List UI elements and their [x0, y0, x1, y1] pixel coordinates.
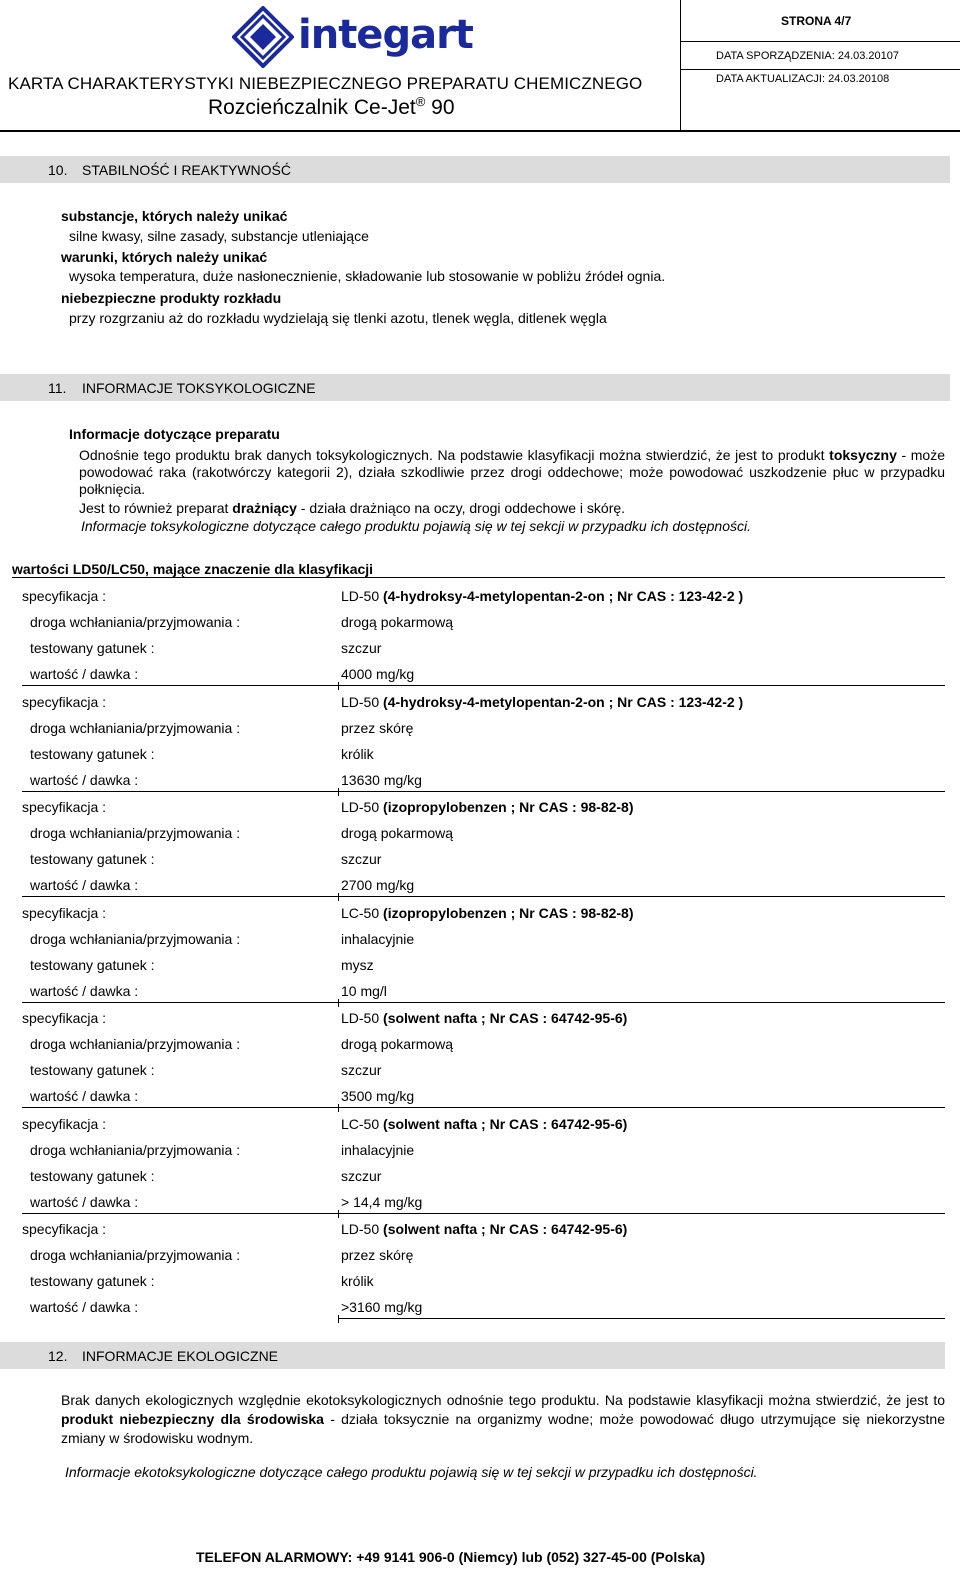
s10-heading-1: substancje, których należy unikać [61, 208, 288, 224]
spec-value [341, 1221, 627, 1237]
species-value: szczur [341, 1168, 382, 1184]
header-left-panel [0, 0, 680, 130]
tox-type: LC-50 [341, 905, 380, 921]
logo-text: integart [298, 12, 473, 58]
dose-label: wartość / dawka : [30, 1299, 139, 1315]
section-10-header [0, 156, 950, 183]
dose-value: >3160 mg/kg [341, 1299, 423, 1315]
date-updated: DATA AKTUALIZACJI: 24.03.20108 [716, 73, 890, 85]
spec-label: specyfikacja : [22, 905, 107, 921]
s10-value-1: silne kwasy, silne zasady, substancje utleniające [69, 228, 369, 244]
date-prepared: DATA SPORZĄDZENIA: 24.03.20107 [716, 50, 900, 62]
section-title: INFORMACJE TOKSYKOLOGICZNE [82, 380, 316, 396]
s11-paragraph-3: Informacje toksykologiczne dotyczące całego produktu pojawią się w tej sekcji w przypadku ich dostępności. [81, 518, 752, 534]
card-title: KARTA CHARAKTERYSTYKI NIEBEZPIECZNEGO PREPARATU CHEMICZNEGO [8, 74, 643, 93]
tox-entry [0, 1112, 960, 1217]
tox-entry [0, 584, 960, 689]
row-separator [22, 1213, 945, 1214]
section-12-header [0, 1342, 945, 1369]
product-name [208, 96, 455, 120]
s10-heading-2: warunki, których należy unikać [61, 249, 268, 265]
route-value: przez skórę [341, 1247, 414, 1263]
text-run: Jest to również preparat [79, 500, 233, 516]
route-value: inhalacyjnie [341, 1142, 415, 1158]
row-separator [22, 1107, 945, 1108]
species-value: mysz [341, 957, 374, 973]
dose-label: wartość / dawka : [30, 666, 139, 682]
tox-type: LD-50 [341, 694, 380, 710]
tox-type: LC-50 [341, 1116, 380, 1132]
dose-label: wartość / dawka : [30, 983, 139, 999]
spec-value [341, 905, 634, 921]
date-prepared-cell [681, 42, 960, 70]
tox-substance: (solwent nafta ; Nr CAS : 64742-95-6) [383, 1116, 628, 1132]
dose-value: > 14,4 mg/kg [341, 1194, 423, 1210]
alarm-phone: TELEFON ALARMOWY: +49 9141 906-0 (Niemcy) lub (052) 327-45-00 (Polska) [196, 1549, 706, 1565]
section-number: 11. [48, 380, 67, 396]
tox-type: LD-50 [341, 799, 380, 815]
column-rule [338, 1315, 339, 1323]
species-label: testowany gatunek : [30, 640, 155, 656]
s10-value-2: wysoka temperatura, duże nasłonecznienie, składowanie lub stosowanie w pobliżu źródeł ognia. [69, 268, 666, 284]
spec-label: specyfikacja : [22, 1010, 107, 1026]
text-run: Brak danych ekologicznych względnie ekotoksykologicznych odnośnie tego produktu. Na podstawie klasyfikacji można stwierdzić, że jest to [61, 1392, 945, 1408]
tox-substance: (4-hydroksy-4-metylopentan-2-on ; Nr CAS : 123-42-2 ) [383, 588, 744, 604]
species-value: szczur [341, 1062, 382, 1078]
species-label: testowany gatunek : [30, 1168, 155, 1184]
route-label: droga wchłaniania/przyjmowania : [30, 825, 241, 841]
text-run: - może powodować raka (rakotwórczy kategorii 2), działa szkodliwie przez drogi oddechowe; może powodować uszkodzenie płuc w przypadku połknięcia. [79, 447, 945, 497]
s11-subheading: Informacje dotyczące preparatu [69, 426, 280, 442]
species-label: testowany gatunek : [30, 1273, 155, 1289]
tox-entry [0, 795, 960, 900]
tox-substance: (solwent nafta ; Nr CAS : 64742-95-6) [383, 1010, 628, 1026]
spec-value [341, 588, 743, 604]
header-right-panel [680, 0, 960, 130]
product-name-text: Rozcieńczalnik Ce-Jet [208, 96, 416, 119]
spec-value [341, 1010, 627, 1026]
route-label: droga wchłaniania/przyjmowania : [30, 720, 241, 736]
column-rule [338, 1104, 339, 1112]
page-number-cell [681, 0, 960, 42]
tox-type: LD-50 [341, 588, 380, 604]
spec-label: specyfikacja : [22, 1116, 107, 1132]
species-value: szczur [341, 851, 382, 867]
section-number: 10. [48, 162, 68, 178]
logo-diamond-icon [232, 6, 294, 68]
dose-label: wartość / dawka : [30, 877, 139, 893]
text-run: Odnośnie tego produktu brak danych toksykologicznych. Na podstawie klasyfikacji można stwierdzić, że jest to produkt [79, 447, 830, 463]
dose-value: 4000 mg/kg [341, 666, 415, 682]
route-value: inhalacyjnie [341, 931, 415, 947]
section-number: 12. [48, 1348, 68, 1364]
date-updated-cell [681, 70, 960, 92]
tox-substance: (izopropylobenzen ; Nr CAS : 98-82-8) [383, 799, 634, 815]
section-title: INFORMACJE EKOLOGICZNE [82, 1348, 279, 1364]
route-label: droga wchłaniania/przyjmowania : [30, 1142, 241, 1158]
s12-paragraph-1 [61, 1391, 945, 1448]
route-value: przez skórę [341, 720, 414, 736]
s11-paragraph-1 [79, 447, 945, 498]
dose-value: 3500 mg/kg [341, 1088, 415, 1104]
species-label: testowany gatunek : [30, 1062, 155, 1078]
route-value: drogą pokarmową [341, 825, 454, 841]
route-label: droga wchłaniania/przyjmowania : [30, 614, 241, 630]
text-run: - działa toksycznie na organizmy wodne; może powodować długo utrzymujące się niekorzystne zmiany w środowisku wodnym. [61, 1411, 945, 1446]
spec-value [341, 799, 634, 815]
page-number: STRONA 4/7 [781, 14, 852, 28]
table-top-rule [410, 577, 945, 578]
text-run-bold: drażniący [232, 500, 297, 516]
tox-values-title: wartości LD50/LC50, mające znaczenie dla klasyfikacji [12, 561, 374, 577]
spec-label: specyfikacja : [22, 1221, 107, 1237]
s11-paragraph-2 [79, 500, 945, 517]
tox-substance: (izopropylobenzen ; Nr CAS : 98-82-8) [383, 905, 634, 921]
dose-value: 10 mg/l [341, 983, 387, 999]
spec-value [341, 694, 743, 710]
s12-paragraph-2: Informacje ekotoksykologiczne dotyczące całego produktu pojawią się w tej sekcji w przypadku ich dostępności. [65, 1464, 758, 1480]
tox-entry [0, 901, 960, 1006]
row-separator [22, 791, 945, 792]
route-label: droga wchłaniania/przyjmowania : [30, 1247, 241, 1263]
registered-mark: ® [415, 94, 426, 109]
species-value: szczur [341, 640, 382, 656]
tox-entry [0, 690, 960, 795]
dose-label: wartość / dawka : [30, 1194, 139, 1210]
species-value: królik [341, 1273, 374, 1289]
dose-value: 2700 mg/kg [341, 877, 415, 893]
spec-label: specyfikacja : [22, 588, 107, 604]
dose-value: 13630 mg/kg [341, 772, 422, 788]
text-run-bold: produkt niebezpieczny dla środowiska [61, 1411, 324, 1427]
text-run-bold: toksyczny [829, 447, 897, 463]
section-11-header [0, 374, 950, 401]
tox-substance: (solwent nafta ; Nr CAS : 64742-95-6) [383, 1221, 628, 1237]
species-label: testowany gatunek : [30, 746, 155, 762]
row-separator [22, 1002, 945, 1003]
tox-substance: (4-hydroksy-4-metylopentan-2-on ; Nr CAS : 123-42-2 ) [383, 694, 744, 710]
column-rule [338, 893, 339, 901]
column-rule [338, 682, 339, 690]
text-run: - działa drażniąco na oczy, drogi oddechowe i skórę. [296, 500, 626, 516]
s10-value-3: przy rozgrzaniu aż do rozkładu wydzielają się tlenki azotu, tlenek węgla, ditlenek węgla [69, 310, 607, 326]
route-label: droga wchłaniania/przyjmowania : [30, 931, 241, 947]
row-separator [22, 896, 945, 897]
dose-label: wartość / dawka : [30, 1088, 139, 1104]
tox-type: LD-50 [341, 1221, 380, 1237]
s10-heading-3: niebezpieczne produkty rozkładu [61, 290, 282, 306]
tox-entry [0, 1006, 960, 1111]
product-number: 90 [425, 96, 455, 119]
tox-type: LD-50 [341, 1010, 380, 1026]
company-logo [232, 6, 472, 68]
tox-entry [0, 1217, 960, 1322]
row-separator [338, 1318, 945, 1319]
route-value: drogą pokarmową [341, 1036, 454, 1052]
row-separator [22, 685, 945, 686]
spec-value [341, 1116, 627, 1132]
document-header [0, 0, 960, 132]
species-value: królik [341, 746, 374, 762]
spec-label: specyfikacja : [22, 799, 107, 815]
spec-label: specyfikacja : [22, 694, 107, 710]
section-title: STABILNOŚĆ I REAKTYWNOŚĆ [82, 162, 291, 178]
route-value: drogą pokarmową [341, 614, 454, 630]
dose-label: wartość / dawka : [30, 772, 139, 788]
species-label: testowany gatunek : [30, 957, 155, 973]
species-label: testowany gatunek : [30, 851, 155, 867]
route-label: droga wchłaniania/przyjmowania : [30, 1036, 241, 1052]
title-underline [12, 577, 410, 578]
